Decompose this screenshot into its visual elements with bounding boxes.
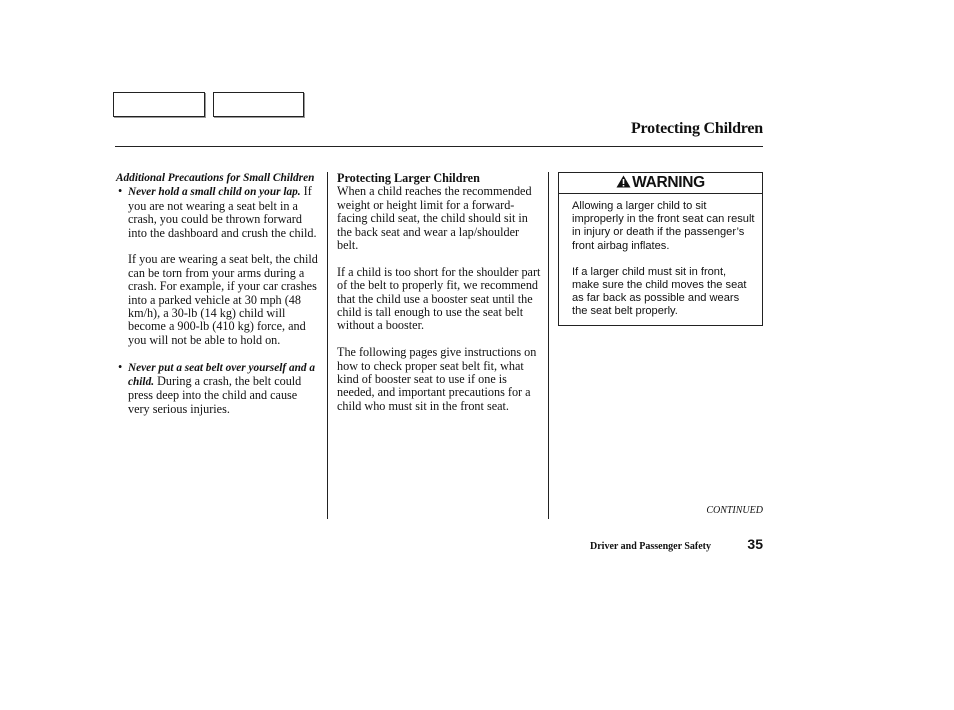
bullet-lead: Never hold a small child on your lap. — [128, 186, 301, 199]
bullet-lead: Never put a seat belt over yourself and a child. — [128, 361, 315, 389]
warning-box — [558, 172, 763, 326]
section-heading: Additional Precautions for Small Children — [116, 172, 315, 184]
warning-body — [559, 194, 762, 319]
section-heading: Protecting Larger Children — [337, 171, 480, 185]
warning-paragraph: Allowing a larger child to sit improperly in the front seat can result in injury or death if the passenger’s front airbag inflates. — [572, 200, 755, 252]
middle-column — [337, 172, 543, 413]
paragraph: The following pages give instructions on how to check proper seat belt fit, what kind of booster seat to use if one is needed, and important precautions for a child who must sit in the front seat. — [337, 345, 537, 413]
bullet-item — [116, 185, 321, 347]
bullet-paragraph — [128, 185, 321, 240]
page-title: Protecting Children — [630, 120, 763, 137]
warning-label: WARNING — [632, 174, 705, 191]
bullet-icon: • — [118, 184, 123, 199]
column-divider — [548, 172, 549, 519]
paragraph: If a child is too short for the shoulder part of the belt to properly fit, we recommend that the child use a booster seat until the child is tall enough to use the seat belt without a booster. — [337, 264, 541, 333]
nav-box-1[interactable] — [113, 92, 205, 117]
continued-label: CONTINUED — [706, 505, 763, 516]
header-rule — [115, 146, 763, 147]
paragraph: When a child reaches the recommended weight or height limit for a forward-facing child seat, the child should sit in the back seat and wear a lap/shoulder belt. — [337, 184, 532, 253]
bullet-paragraph — [128, 361, 321, 417]
footer-section-title: Driver and Passenger Safety — [590, 541, 712, 552]
column-divider — [327, 172, 328, 519]
warning-paragraph: If a larger child must sit in front, make sure the child moves the seat as far back as possible and wears the seat belt properly. — [572, 265, 747, 318]
bullet-item — [116, 361, 321, 417]
left-column — [116, 172, 321, 416]
page-number: 35 — [747, 536, 763, 552]
warning-header — [559, 173, 762, 194]
bullet-paragraph-2: If you are wearing a seat belt, the child can be torn from your arms during a crash. For example, if your car crashes into a parked vehicle at 30 mph (48 km/h), a 30-lb (14 kg) child will become a 900-lb (410 kg) force, and you will not be able to hold on. — [128, 252, 318, 347]
nav-box-2[interactable] — [213, 92, 304, 117]
bullet-text: If you are not wearing a seat belt in a crash, you could be thrown forward into the dashboard and crush the child. — [128, 184, 317, 240]
bullet-text: During a crash, the belt could press deep into the child and cause very serious injuries. — [128, 374, 302, 416]
warning-triangle-icon — [616, 174, 631, 194]
bullet-icon: • — [118, 359, 123, 374]
